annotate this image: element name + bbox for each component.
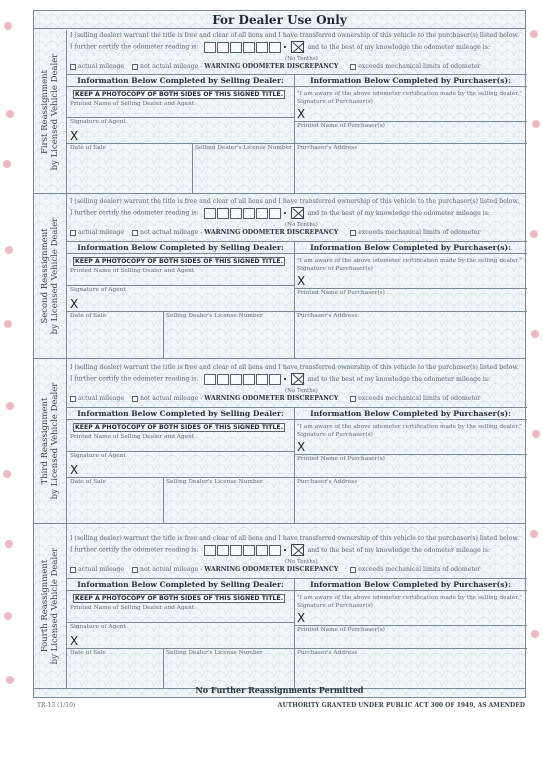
side-label-line2: by Licensed Vehicle Dealer — [50, 382, 60, 500]
purchaser-signature-x[interactable]: X — [297, 274, 306, 288]
printed-name-agent-label: Printed Name of Selling Dealer and Agent — [70, 434, 195, 440]
signature-purchasers-label: Signature of Purchaser(s) — [297, 603, 373, 609]
photocopy-notice: KEEP A PHOTOCOPY OF BOTH SIDES OF THIS SIGNED TITLE. — [73, 594, 285, 603]
signature-purchasers-label: Signature of Purchaser(s) — [297, 432, 373, 438]
actual-mileage-label: actual mileage — [78, 63, 125, 70]
warrant-text: I (selling dealer) warrant the title is free and clear of all liens and I have transferred ownership of this vehicle to the purchaser(s) listed below. — [70, 535, 519, 542]
margin-security-mark — [4, 22, 12, 30]
purchaser-signature-x[interactable]: X — [297, 611, 306, 625]
photocopy-notice: KEEP A PHOTOCOPY OF BOTH SIDES OF THIS SIGNED TITLE. — [73, 257, 285, 266]
printed-name-agent-label: Printed Name of Selling Dealer and Agent — [70, 101, 195, 107]
purchasers-address-label: Purchaser's Address — [297, 145, 358, 151]
purchasers-address-label: Purchaser's Address — [297, 479, 358, 485]
printed-name-purchasers-label: Printed Name of Purchaser(s) — [297, 123, 385, 129]
date-of-sale-label: Date of Sale — [70, 479, 106, 485]
margin-security-mark — [532, 120, 540, 128]
exceeds-label: exceeds mechanical limits of odometer — [358, 229, 481, 236]
agent-signature-x[interactable]: X — [70, 463, 79, 477]
no-tenths-label: (No Tenths) — [285, 56, 318, 62]
purchaser-heading: Information Below Completed by Purchaser(s): — [294, 241, 527, 254]
margin-security-mark — [3, 160, 11, 168]
exceeds-label: exceeds mechanical limits of odometer — [358, 566, 481, 573]
no-tenths-label: (No Tenths) — [285, 559, 318, 565]
warrant-text: I (selling dealer) warrant the title is free and clear of all liens and I have transferred ownership of this vehicle to the purchaser(s) listed below. — [70, 198, 519, 205]
exceeds-checkbox[interactable] — [350, 64, 356, 70]
margin-security-mark — [530, 530, 538, 538]
knowledge-text: and to the best of my knowledge the odometer mileage is: — [307, 375, 490, 383]
no-further-reassignments: No Further Reassignments Permitted — [195, 685, 364, 695]
actual-mileage-label: actual mileage — [78, 566, 125, 573]
not-actual-label: not actual mileage - — [140, 229, 203, 236]
exceeds-checkbox[interactable] — [350, 230, 356, 236]
tenths-box-crossed — [291, 544, 304, 556]
purchaser-heading: Information Below Completed by Purchaser(s): — [294, 578, 527, 591]
printed-name-purchasers-label: Printed Name of Purchaser(s) — [297, 627, 385, 633]
margin-security-mark — [6, 402, 14, 410]
warning-label: WARNING ODOMETER DISCREPANCY — [204, 395, 339, 402]
margin-security-mark — [3, 470, 11, 478]
not-actual-mileage-checkbox[interactable] — [132, 396, 138, 402]
seller-heading: Information Below Completed by Selling Dealer: — [67, 74, 294, 87]
not-actual-mileage-checkbox[interactable] — [132, 64, 138, 70]
actual-mileage-checkbox[interactable] — [70, 230, 76, 236]
date-of-sale-label: Date of Sale — [70, 650, 106, 656]
odometer-digits[interactable] — [204, 210, 282, 217]
not-actual-label: not actual mileage - — [140, 63, 203, 70]
seller-heading: Information Below Completed by Selling Dealer: — [67, 578, 294, 591]
margin-security-mark — [530, 30, 538, 38]
warrant-text: I (selling dealer) warrant the title is free and clear of all liens and I have transferred ownership of this vehicle to the purchaser(s) listed below. — [70, 364, 519, 371]
margin-security-mark — [6, 110, 14, 118]
actual-mileage-checkbox[interactable] — [70, 64, 76, 70]
seller-heading: Information Below Completed by Selling Dealer: — [67, 407, 294, 420]
purchaser-heading: Information Below Completed by Purchaser(s): — [294, 407, 527, 420]
warrant-text: I (selling dealer) warrant the title is free and clear of all liens and I have transferred ownership of this vehicle to the purchaser(s) listed below. — [70, 32, 519, 39]
form-id: TR-13 (1/10) — [37, 702, 76, 709]
margin-security-mark — [530, 230, 538, 238]
printed-name-purchasers-label: Printed Name of Purchaser(s) — [297, 456, 385, 462]
title-form-sheet — [33, 10, 526, 698]
seller-heading: Information Below Completed by Selling Dealer: — [67, 241, 294, 254]
purchaser-signature-x[interactable]: X — [297, 107, 306, 121]
reassignment-section-4 — [34, 524, 525, 689]
reassignment-section-2 — [34, 194, 525, 359]
no-tenths-label: (No Tenths) — [285, 388, 318, 394]
odometer-digits[interactable] — [204, 44, 282, 51]
margin-security-mark — [5, 540, 13, 548]
knowledge-text: and to the best of my knowledge the odometer mileage is: — [307, 43, 490, 51]
tenths-box-crossed — [291, 41, 304, 53]
license-number-label: Selling Dealer's License Number — [166, 313, 263, 319]
margin-security-mark — [531, 330, 539, 338]
purchasers-address-label: Purchaser's Address — [297, 313, 358, 319]
tenths-box-crossed — [291, 373, 304, 385]
purchaser-signature-x[interactable]: X — [297, 440, 306, 454]
purchaser-heading: Information Below Completed by Purchaser(s): — [294, 74, 527, 87]
side-label-line2: by Licensed Vehicle Dealer — [50, 53, 60, 170]
aware-text: "I am aware of the above odometer certification made by the selling dealer." — [297, 424, 522, 430]
aware-text: "I am aware of the above odometer certification made by the selling dealer." — [297, 91, 522, 97]
certify-text: I further certify the odometer reading is: — [70, 43, 199, 51]
signature-purchasers-label: Signature of Purchaser(s) — [297, 266, 373, 272]
signature-agent-label: Signature of Agent — [70, 287, 126, 293]
printed-name-agent-label: Printed Name of Selling Dealer and Agent — [70, 268, 195, 274]
license-number-label: Selling Dealer's License Number — [166, 479, 263, 485]
signature-purchasers-label: Signature of Purchaser(s) — [297, 99, 373, 105]
exceeds-label: exceeds mechanical limits of odometer — [358, 395, 481, 402]
date-of-sale-label: Date of Sale — [70, 313, 106, 319]
tenths-box-crossed — [291, 207, 304, 219]
margin-security-mark — [4, 320, 12, 328]
actual-mileage-checkbox[interactable] — [70, 396, 76, 402]
signature-agent-label: Signature of Agent — [70, 119, 126, 125]
license-number-label: Selling Dealer's License Number — [195, 145, 292, 151]
side-label-line2: by Licensed Vehicle Dealer — [50, 217, 60, 335]
printed-name-agent-label: Printed Name of Selling Dealer and Agent — [70, 605, 195, 611]
side-label-line1: Second Reassignment — [40, 228, 50, 324]
agent-signature-x[interactable]: X — [70, 634, 79, 648]
photocopy-notice: KEEP A PHOTOCOPY OF BOTH SIDES OF THIS SIGNED TITLE. — [73, 423, 285, 432]
not-actual-mileage-checkbox[interactable] — [132, 230, 138, 236]
margin-security-mark — [4, 612, 12, 620]
not-actual-label: not actual mileage - — [140, 395, 203, 402]
section-side-label — [34, 30, 67, 193]
section-side-label — [34, 524, 67, 688]
side-label-line2: by Licensed Vehicle Dealer — [50, 547, 60, 665]
exceeds-label: exceeds mechanical limits of odometer — [358, 63, 481, 70]
margin-security-mark — [6, 676, 14, 684]
purchasers-address-label: Purchaser's Address — [297, 650, 358, 656]
photocopy-notice: KEEP A PHOTOCOPY OF BOTH SIDES OF THIS SIGNED TITLE. — [73, 90, 285, 99]
side-label-line1: Fourth Reassignment — [40, 559, 50, 653]
knowledge-text: and to the best of my knowledge the odometer mileage is: — [307, 209, 490, 217]
margin-security-mark — [5, 246, 13, 254]
reassignment-section-1 — [34, 30, 525, 194]
not-actual-mileage-checkbox[interactable] — [132, 567, 138, 573]
knowledge-text: and to the best of my knowledge the odometer mileage is: — [307, 546, 490, 554]
certify-text: I further certify the odometer reading is: — [70, 209, 199, 217]
exceeds-checkbox[interactable] — [350, 567, 356, 573]
warning-label: WARNING ODOMETER DISCREPANCY — [204, 566, 339, 573]
printed-name-purchasers-label: Printed Name of Purchaser(s) — [297, 290, 385, 296]
actual-mileage-label: actual mileage — [78, 229, 125, 236]
signature-agent-label: Signature of Agent — [70, 624, 126, 630]
warning-label: WARNING ODOMETER DISCREPANCY — [204, 63, 339, 70]
exceeds-checkbox[interactable] — [350, 396, 356, 402]
signature-agent-label: Signature of Agent — [70, 453, 126, 459]
section-side-label — [34, 359, 67, 523]
aware-text: "I am aware of the above odometer certification made by the selling dealer." — [297, 258, 522, 264]
not-actual-label: not actual mileage - — [140, 566, 203, 573]
odometer-digits[interactable] — [204, 547, 282, 554]
side-label-line1: First Reassignment — [40, 69, 50, 154]
license-number-label: Selling Dealer's License Number — [166, 650, 263, 656]
date-of-sale-label: Date of Sale — [70, 145, 106, 151]
warning-label: WARNING ODOMETER DISCREPANCY — [204, 229, 339, 236]
section-side-label — [34, 194, 67, 358]
certify-text: I further certify the odometer reading is: — [70, 375, 199, 383]
odometer-digits[interactable] — [204, 376, 282, 383]
actual-mileage-checkbox[interactable] — [70, 567, 76, 573]
aware-text: "I am aware of the above odometer certification made by the selling dealer." — [297, 595, 522, 601]
agent-signature-x[interactable]: X — [70, 297, 79, 311]
authority-text: AUTHORITY GRANTED UNDER PUBLIC ACT 300 OF 1949, AS AMENDED — [277, 702, 525, 709]
side-label-line1: Third Reassignment — [40, 397, 50, 485]
page-title: For Dealer Use Only — [34, 11, 525, 29]
reassignment-section-3 — [34, 359, 525, 524]
margin-security-mark — [532, 430, 540, 438]
agent-signature-x[interactable]: X — [70, 129, 79, 143]
margin-security-mark — [531, 630, 539, 638]
certify-text: I further certify the odometer reading is: — [70, 546, 199, 554]
actual-mileage-label: actual mileage — [78, 395, 125, 402]
no-tenths-label: (No Tenths) — [285, 222, 318, 228]
